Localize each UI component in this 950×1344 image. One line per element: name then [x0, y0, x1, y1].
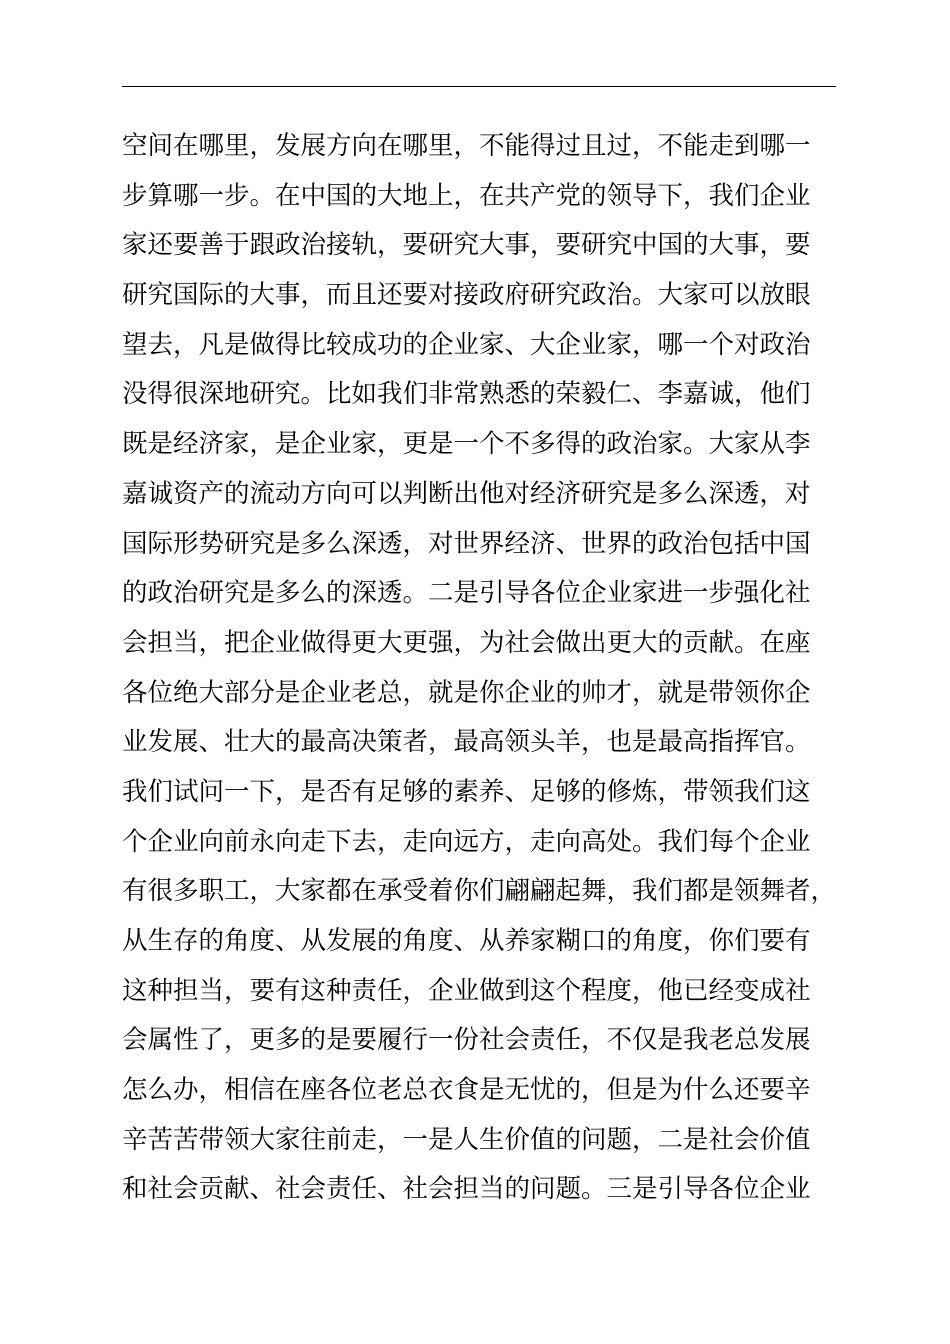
- text-line: 没得很深地研究。比如我们非常熟悉的荣毅仁、李嘉诚，他们: [122, 379, 811, 410]
- text-line: 既是经济家，是企业家，更是一个不多得的政治家。大家从李: [122, 429, 811, 460]
- text-line: 辛苦苦带领大家往前走，一是人生价值的问题，二是社会价值: [122, 1124, 811, 1155]
- text-line: 我们试问一下，是否有足够的素养、足够的修炼，带领我们这: [122, 776, 811, 807]
- text-line: 步算哪一步。在中国的大地上，在共产党的领导下，我们企业: [122, 180, 811, 211]
- text-line: 和社会贡献、社会责任、社会担当的问题。三是引导各位企业: [122, 1174, 811, 1205]
- text-line: 望去，凡是做得比较成功的企业家、大企业家，哪一个对政治: [122, 329, 811, 360]
- text-line: 各位绝大部分是企业老总，就是你企业的帅才，就是带领你企: [122, 677, 811, 708]
- text-line: 从生存的角度、从发展的角度、从养家糊口的角度，你们要有: [122, 926, 811, 956]
- text-line: 会担当，把企业做得更大更强，为社会做出更大的贡献。在座: [122, 627, 811, 658]
- text-line: 家还要善于跟政治接轨，要研究大事，要研究中国的大事，要: [122, 230, 811, 261]
- text-line: 嘉诚资产的流动方向可以判断出他对经济研究是多么深透，对: [122, 478, 811, 509]
- text-line: 空间在哪里，发展方向在哪里，不能得过且过，不能走到哪一: [122, 131, 811, 161]
- text-line: 国际形势研究是多么深透，对世界经济、世界的政治包括中国: [122, 528, 811, 559]
- text-line: 个企业向前永向走下去，走向远方，走向高处。我们每个企业: [122, 826, 811, 857]
- text-line: 这种担当，要有这种责任，企业做到这个程度，他已经变成社: [122, 975, 811, 1006]
- text-line: 研究国际的大事，而且还要对接政府研究政治。大家可以放眼: [122, 280, 811, 311]
- text-line: 会属性了，更多的是要履行一份社会责任，不仅是我老总发展: [122, 1025, 811, 1056]
- header-rule: [122, 86, 836, 87]
- text-line: 业发展、壮大的最高决策者，最高领头羊，也是最高指挥官。: [122, 727, 811, 758]
- text-line: 有很多职工，大家都在承受着你们翩翩起舞，我们都是领舞者，: [122, 876, 837, 907]
- text-line: 的政治研究是多么的深透。二是引导各位企业家进一步强化社: [122, 578, 811, 609]
- text-line: 怎么办，相信在座各位老总衣食是无忧的，但是为什么还要辛: [122, 1075, 811, 1106]
- body-text: [122, 122, 882, 1215]
